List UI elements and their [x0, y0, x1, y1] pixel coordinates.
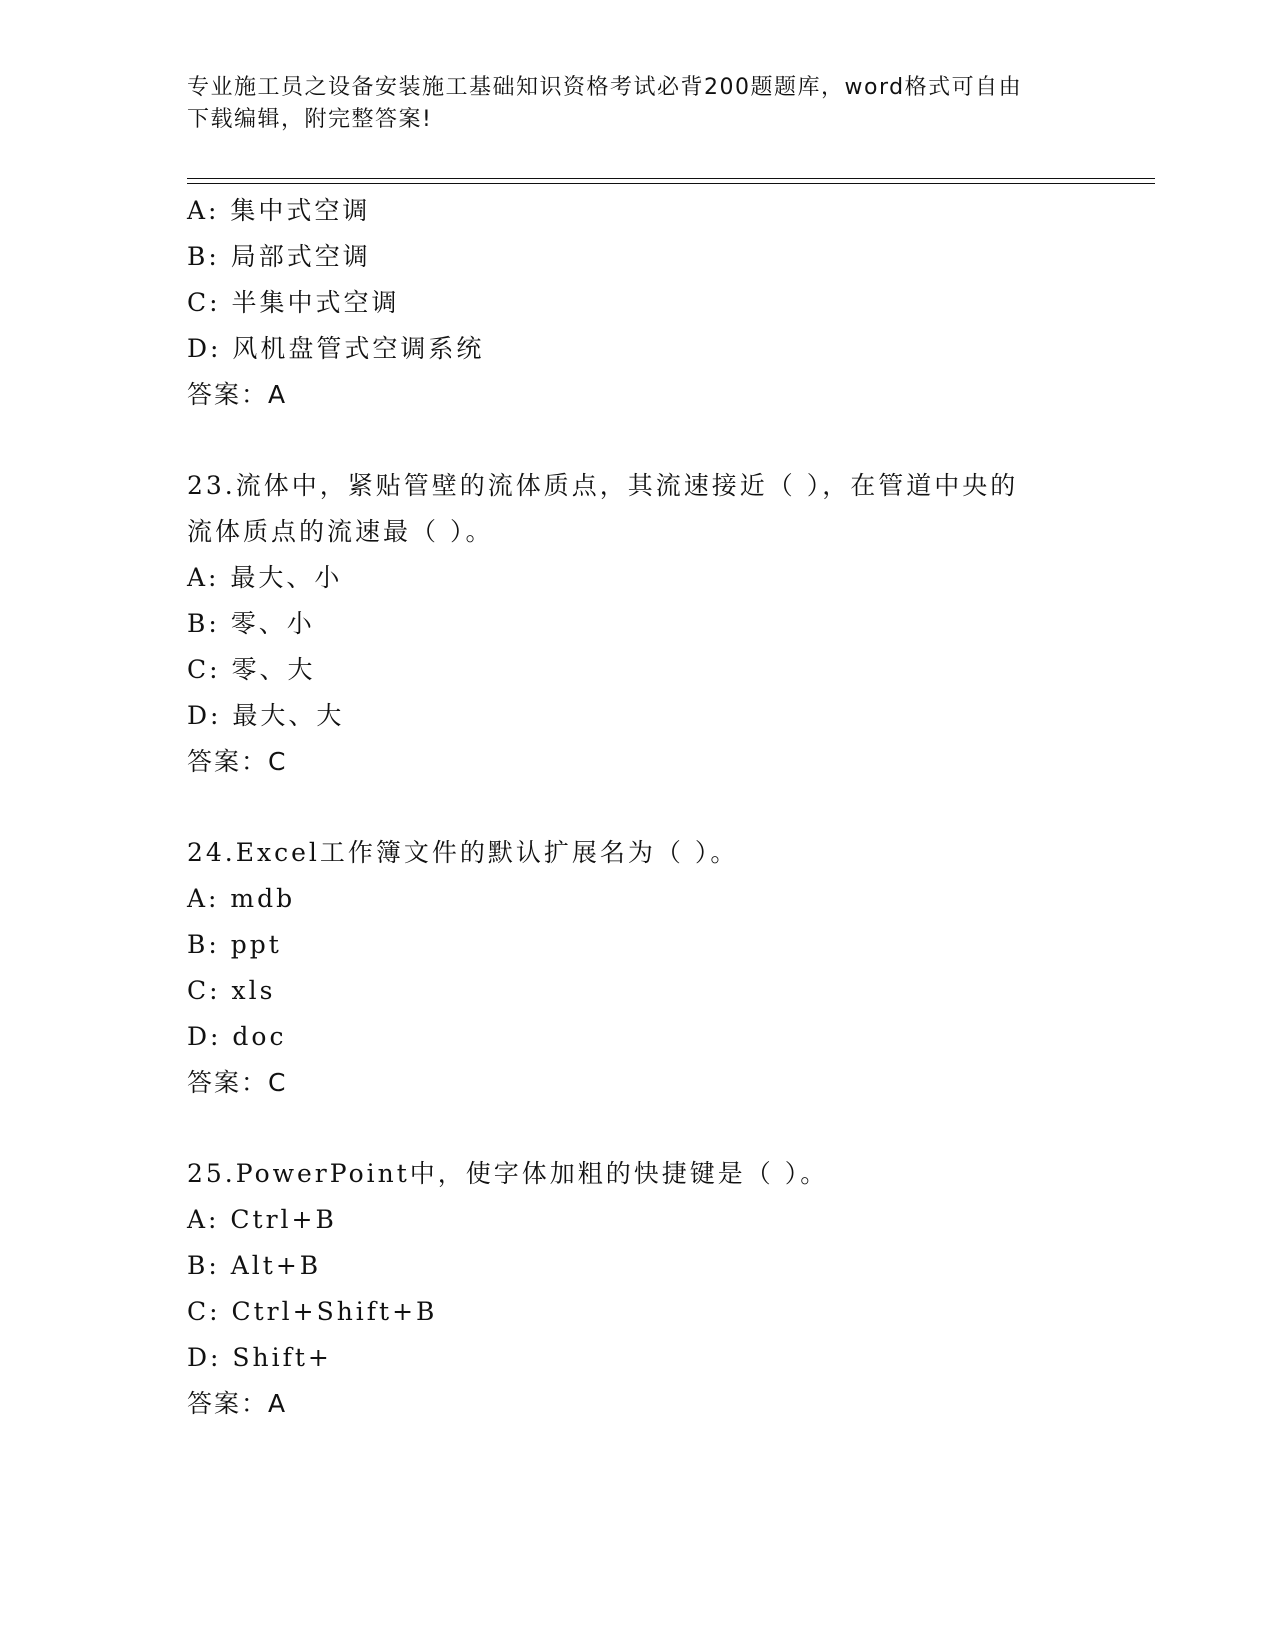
answer: 答案：A	[187, 380, 288, 409]
option-c: C: Ctrl+Shift+B	[187, 1297, 438, 1326]
option-b: B: 局部式空调	[187, 242, 371, 271]
option-b: B: 零、小	[187, 609, 315, 638]
question-stem-line-1: 23.流体中，紧贴管壁的流体质点，其流速接近（ ），在管道中央的	[187, 471, 1019, 500]
question-list	[187, 188, 1117, 1427]
question-22	[187, 188, 1117, 418]
header-rule-bottom	[187, 183, 1155, 184]
answer: 答案：C	[187, 747, 288, 776]
question-stem-line-2: 流体质点的流速最（ ）。	[187, 517, 494, 546]
option-d: D: Shift+	[187, 1343, 332, 1372]
option-c: C: 零、大	[187, 655, 316, 684]
option-c: C: 半集中式空调	[187, 288, 400, 317]
option-b: B: ppt	[187, 930, 282, 959]
option-a: A: 最大、小	[187, 563, 343, 592]
option-a: A: mdb	[187, 884, 296, 913]
option-b: B: Alt+B	[187, 1251, 322, 1280]
header-line-2: 下载编辑，附完整答案!	[187, 107, 433, 132]
header-line-1: 专业施工员之设备安装施工基础知识资格考试必背200题题库，word格式可自由	[187, 75, 1023, 100]
answer: 答案：A	[187, 1389, 288, 1418]
question-stem: 25.PowerPoint中，使字体加粗的快捷键是（ ）。	[187, 1159, 829, 1188]
question-25	[187, 1151, 1117, 1427]
option-d: D: 最大、大	[187, 701, 345, 730]
option-d: D: 风机盘管式空调系统	[187, 334, 485, 363]
answer: 答案：C	[187, 1068, 288, 1097]
question-23	[187, 463, 1117, 785]
question-stem: 24.Excel工作簿文件的默认扩展名为（ ）。	[187, 838, 739, 867]
option-a: A: 集中式空调	[187, 196, 371, 225]
option-c: C: xls	[187, 976, 276, 1005]
option-d: D: doc	[187, 1022, 287, 1051]
header-rule-top	[187, 178, 1155, 179]
question-24	[187, 830, 1117, 1106]
document-header	[187, 72, 1087, 136]
option-a: A: Ctrl+B	[187, 1205, 337, 1234]
